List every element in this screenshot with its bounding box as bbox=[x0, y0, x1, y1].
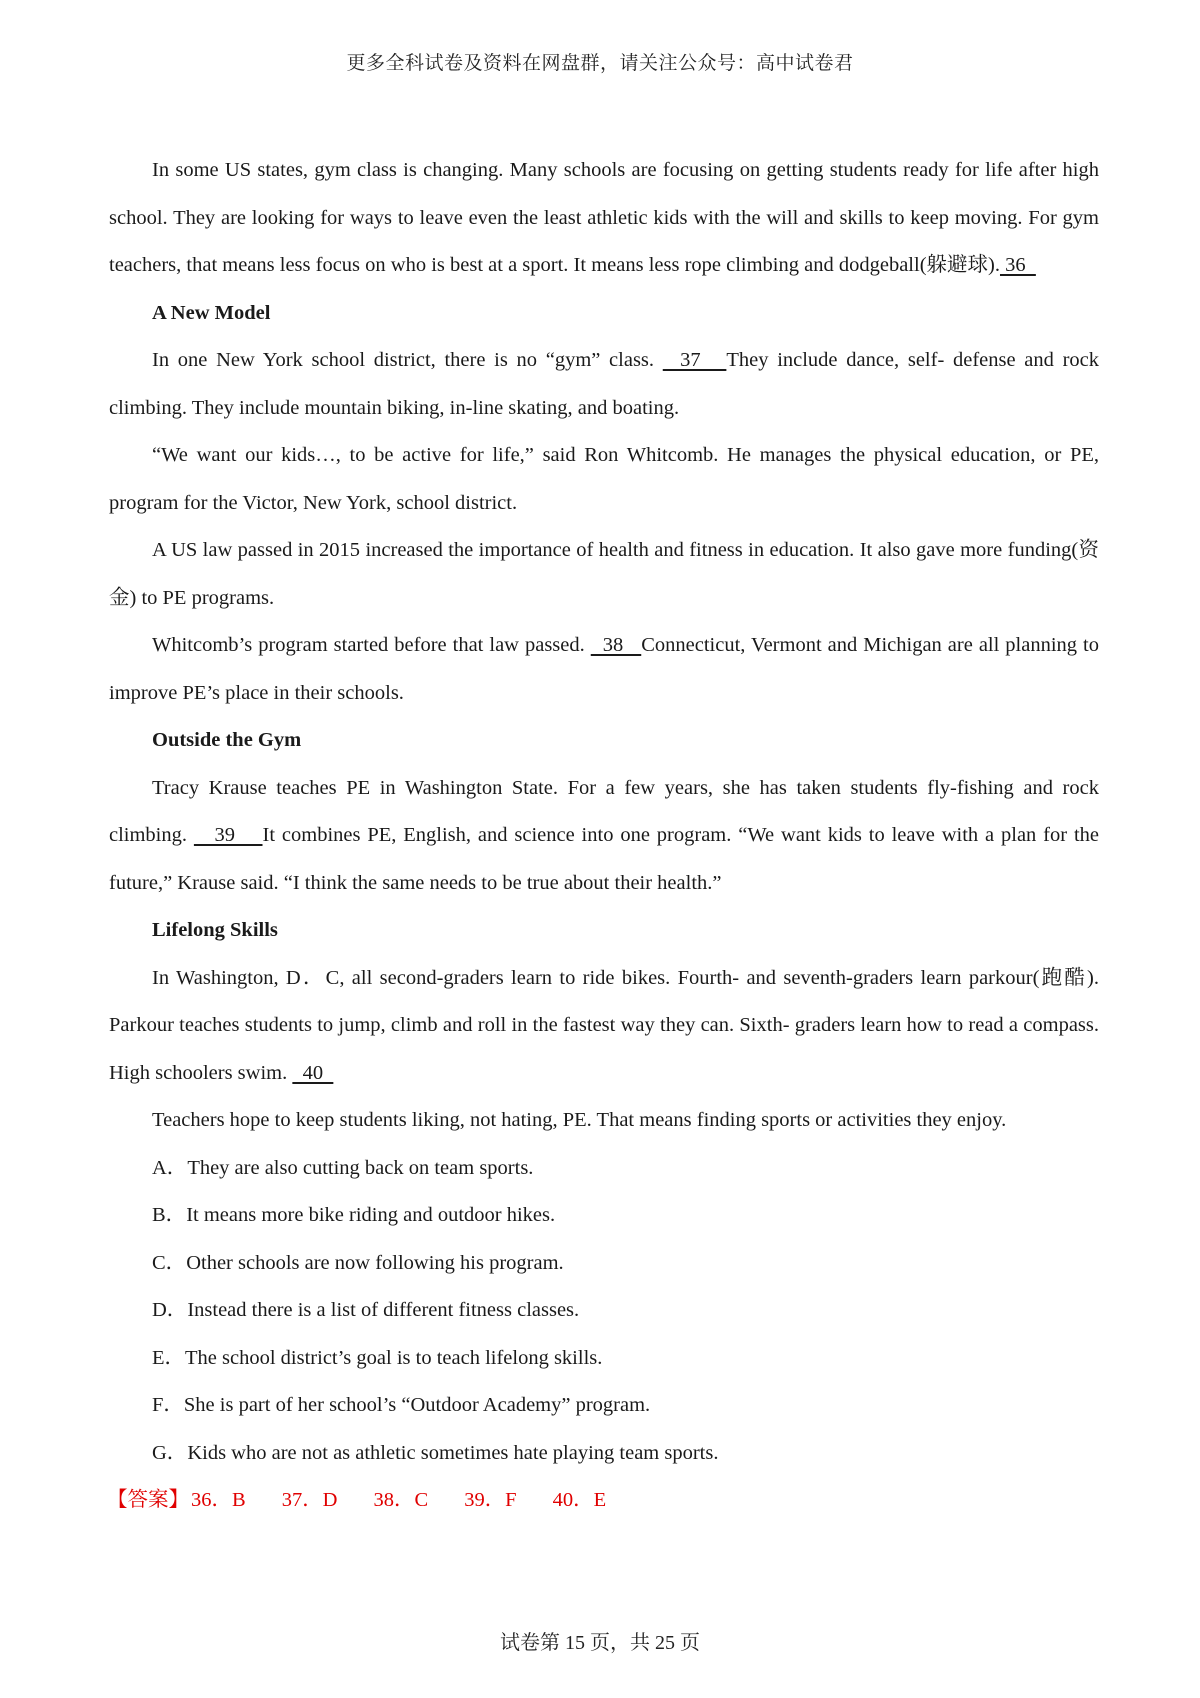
option-text: The school district’s goal is to teach lifelong skills. bbox=[185, 1346, 603, 1369]
option-a bbox=[109, 1145, 1099, 1193]
passage-content bbox=[109, 147, 1099, 1525]
option-letter: F． bbox=[152, 1394, 184, 1416]
section1-p4-text-after: Connecticut, Vermont and Michigan are all planning to improve PE’s place in their schools. bbox=[109, 634, 1099, 704]
heading-a-new-model: A New Model bbox=[152, 301, 271, 324]
option-letter: G． bbox=[152, 1441, 188, 1464]
section1-paragraph-2: “We want our kids…, to be active for life,” said Ron Whitcomb. He manages the physical education, or PE, program for the Victor, New York, school district. bbox=[109, 444, 1099, 514]
blank-37: 37 bbox=[662, 349, 727, 371]
answer-item: 40．E bbox=[552, 1489, 607, 1511]
option-c bbox=[109, 1240, 1099, 1288]
option-letter: E． bbox=[152, 1346, 186, 1369]
option-f bbox=[109, 1382, 1099, 1430]
option-letter: A． bbox=[152, 1156, 188, 1179]
options-list bbox=[109, 1145, 1099, 1478]
answer-item: 39．F bbox=[464, 1489, 517, 1511]
option-e bbox=[109, 1335, 1099, 1383]
blank-40: 40 bbox=[292, 1061, 334, 1084]
section3-paragraph-2: Teachers hope to keep students liking, not hating, PE. That means finding sports or activities they enjoy. bbox=[152, 1109, 1007, 1131]
section1-p4-text-before: Whitcomb’s program started before that law passed. bbox=[152, 634, 585, 656]
section1-paragraph-1 bbox=[109, 337, 1099, 432]
section1-paragraph-3: A US law passed in 2015 increased the importance of health and fitness in education. It also gave more funding(资金) to PE programs. bbox=[109, 539, 1099, 609]
section3-p1-text: In Washington, D．C, all second-graders learn to ride bikes. Fourth- and seventh-graders learn parkour(跑酷). Parkour teaches students to jump, climb and roll in the fastest way they can. Sixth- graders learn how to read a compass. High schoolers swim. bbox=[109, 966, 1099, 1084]
intro-paragraph bbox=[109, 147, 1099, 290]
blank-38: 38 bbox=[590, 634, 642, 656]
page-header: 更多全科试卷及资料在网盘群，请关注公众号：高中试卷君 bbox=[346, 53, 854, 74]
option-letter: B． bbox=[152, 1204, 187, 1226]
option-text: She is part of her school’s “Outdoor Academy” program. bbox=[183, 1394, 651, 1416]
option-text: Other schools are now following his program. bbox=[186, 1251, 564, 1274]
answer-item: 38．C bbox=[373, 1489, 429, 1511]
section2-paragraph-1 bbox=[109, 765, 1099, 908]
section2-p1-text-after: It combines PE, English, and science into one program. “We want kids to leave with a plan for the future,” Krause said. “I think the same needs to be true about their health.” bbox=[109, 824, 1099, 894]
blank-36: 36 bbox=[999, 254, 1036, 276]
section1-p1-text-after: They include dance, self- defense and rock climbing. They include mountain biking, in-line skating, and boating. bbox=[109, 349, 1100, 419]
intro-text: In some US states, gym class is changing. Many schools are focusing on getting students ready for life after high school. They are looking for ways to leave even the least athletic kids with the will and skills to keep moving. For gym teachers, that means less focus on who is best at a sport. It means less rope climbing and dodgeball(躲避球). bbox=[109, 159, 1099, 276]
heading-outside-the-gym: Outside the Gym bbox=[152, 729, 302, 751]
option-text: It means more bike riding and outdoor hikes. bbox=[186, 1204, 556, 1226]
section1-paragraph-4 bbox=[109, 622, 1099, 717]
option-text: They are also cutting back on team sports. bbox=[187, 1156, 534, 1179]
option-letter: D． bbox=[152, 1299, 188, 1321]
answer-item: 37．D bbox=[281, 1489, 338, 1511]
option-b bbox=[109, 1192, 1099, 1240]
page-footer: 试卷第 15 页，共 25 页 bbox=[500, 1632, 700, 1654]
option-text: Instead there is a list of different fitness classes. bbox=[187, 1299, 580, 1321]
answer-item: 36．B bbox=[191, 1489, 246, 1511]
option-g bbox=[109, 1430, 1099, 1478]
answer-tag: 【答案】 bbox=[107, 1489, 189, 1511]
section2-p1-text-before: Tracy Krause teaches PE in Washington State. For a few years, she has taken students fly-fishing and rock climbing. bbox=[109, 776, 1099, 846]
section3-paragraph-1 bbox=[109, 955, 1099, 1098]
blank-39: 39 bbox=[193, 824, 263, 846]
option-text: Kids who are not as athletic sometimes hate playing team sports. bbox=[187, 1441, 719, 1464]
option-letter: C． bbox=[152, 1251, 187, 1274]
heading-lifelong-skills: Lifelong Skills bbox=[152, 919, 278, 941]
answer-key bbox=[107, 1477, 1099, 1525]
option-d bbox=[109, 1287, 1099, 1335]
section1-p1-text-before: In one New York school district, there is no “gym” class. bbox=[152, 349, 655, 371]
